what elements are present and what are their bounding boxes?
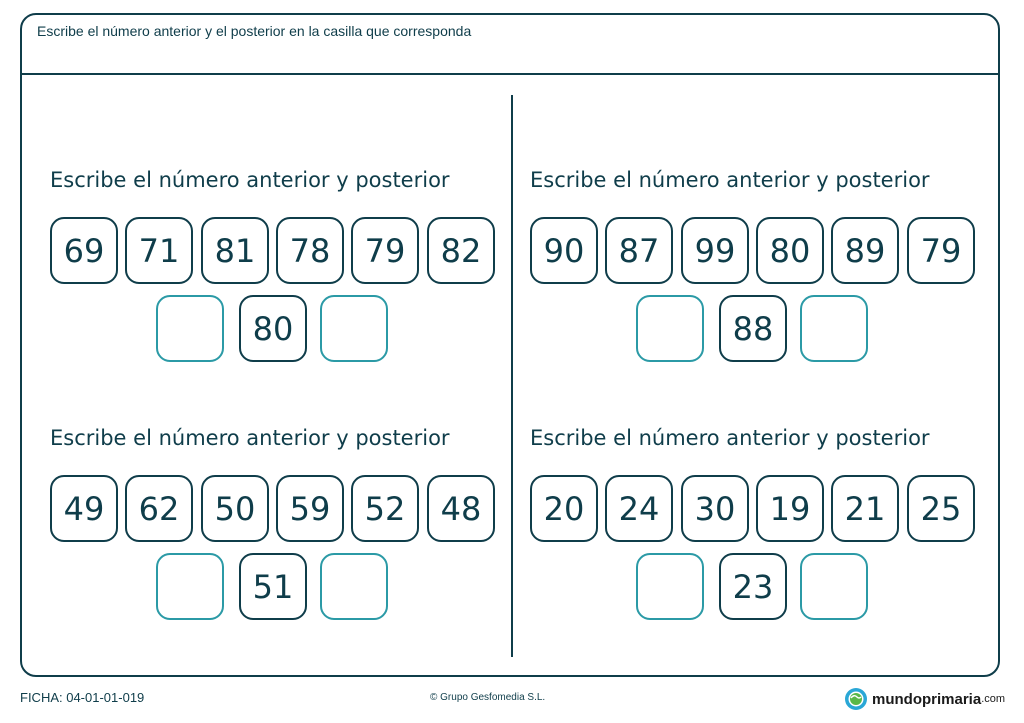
number-box: 90 — [530, 217, 598, 284]
number-box: 48 — [427, 475, 495, 542]
number-box: 20 — [530, 475, 598, 542]
answer-row — [50, 553, 500, 621]
answer-row — [530, 295, 980, 363]
number-box: 49 — [50, 475, 118, 542]
number-box: 79 — [907, 217, 975, 284]
center-number-box: 88 — [719, 295, 787, 362]
exercise-4 — [530, 426, 980, 636]
number-box: 59 — [276, 475, 344, 542]
mundoprimaria-logo[interactable] — [844, 686, 1005, 712]
exercise-title: Escribe el número anterior y posterior — [530, 426, 930, 450]
previous-number-answer-box[interactable] — [156, 295, 224, 362]
previous-number-answer-box[interactable] — [156, 553, 224, 620]
answer-row — [50, 295, 500, 363]
number-box: 69 — [50, 217, 118, 284]
center-number-box: 51 — [239, 553, 307, 620]
number-box: 79 — [351, 217, 419, 284]
copyright-text: © Grupo Gesfomedia S.L. — [430, 692, 546, 703]
instruction-text: Escribe el número anterior y el posterior en la casilla que corresponda — [37, 23, 472, 39]
exercise-title: Escribe el número anterior y posterior — [50, 168, 450, 192]
center-number-box: 23 — [719, 553, 787, 620]
center-number-box: 80 — [239, 295, 307, 362]
exercise-3 — [50, 426, 500, 636]
logo-tld: .com — [981, 693, 1006, 705]
exercise-2 — [530, 168, 980, 378]
exercise-1 — [50, 168, 500, 378]
header-divider — [20, 73, 1000, 75]
exercise-title: Escribe el número anterior y posterior — [530, 168, 930, 192]
number-row — [530, 217, 980, 285]
number-box: 71 — [125, 217, 193, 284]
number-box: 25 — [907, 475, 975, 542]
number-box: 50 — [201, 475, 269, 542]
number-row — [50, 475, 500, 543]
next-number-answer-box[interactable] — [800, 553, 868, 620]
exercise-title: Escribe el número anterior y posterior — [50, 426, 450, 450]
number-box: 21 — [831, 475, 899, 542]
previous-number-answer-box[interactable] — [636, 295, 704, 362]
next-number-answer-box[interactable] — [320, 553, 388, 620]
number-box: 99 — [681, 217, 749, 284]
number-box: 80 — [756, 217, 824, 284]
number-box: 62 — [125, 475, 193, 542]
ficha-code: FICHA: 04-01-01-019 — [20, 690, 145, 705]
number-box: 89 — [831, 217, 899, 284]
previous-number-answer-box[interactable] — [636, 553, 704, 620]
number-row — [530, 475, 980, 543]
number-row — [50, 217, 500, 285]
globe-icon — [844, 687, 868, 711]
number-box: 82 — [427, 217, 495, 284]
number-box: 81 — [201, 217, 269, 284]
number-box: 78 — [276, 217, 344, 284]
answer-row — [530, 553, 980, 621]
number-box: 30 — [681, 475, 749, 542]
next-number-answer-box[interactable] — [800, 295, 868, 362]
number-box: 87 — [605, 217, 673, 284]
number-box: 24 — [605, 475, 673, 542]
logo-name: mundoprimaria — [872, 690, 982, 708]
number-box: 19 — [756, 475, 824, 542]
number-box: 52 — [351, 475, 419, 542]
next-number-answer-box[interactable] — [320, 295, 388, 362]
center-divider — [511, 95, 513, 657]
